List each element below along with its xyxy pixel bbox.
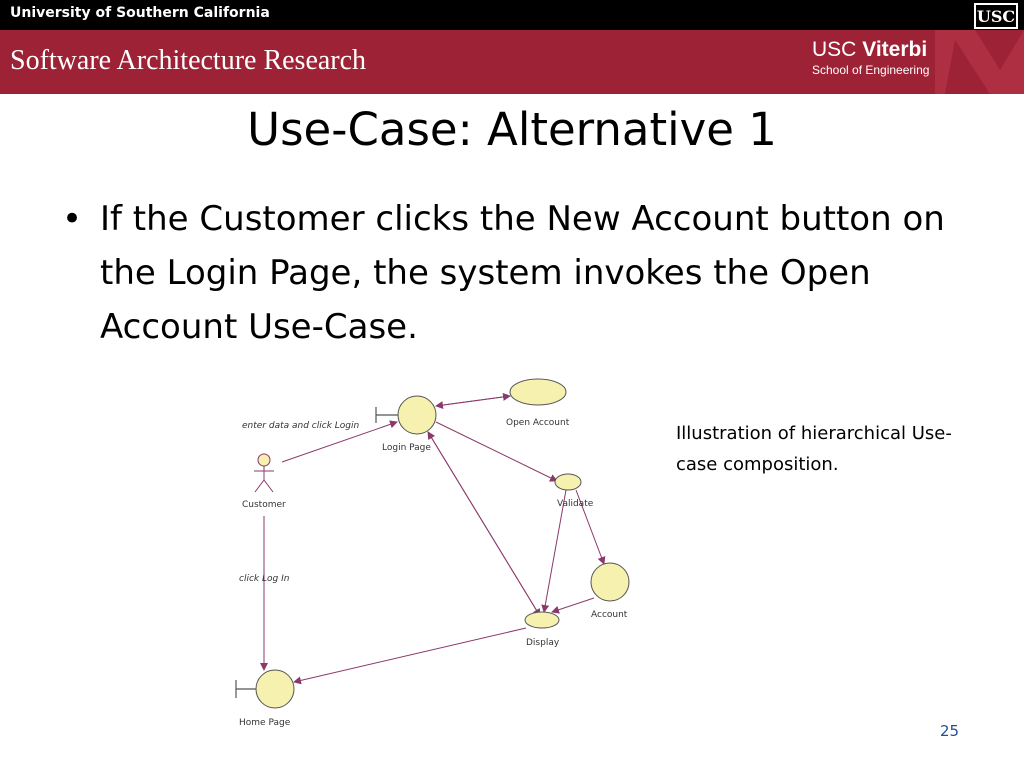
bullet-dot: •	[62, 199, 83, 239]
label-customer: Customer	[242, 500, 286, 510]
validate-node	[555, 474, 581, 490]
label-login-page: Login Page	[382, 443, 431, 453]
arrow-openaccount-login	[436, 396, 510, 406]
usc-logo: USC	[974, 3, 1018, 29]
banner-title: Software Architecture Research	[10, 45, 367, 76]
customer-actor-icon	[254, 454, 274, 492]
login-page-node	[376, 396, 436, 434]
arrow-display-login	[428, 432, 540, 616]
label-validate: Validate	[557, 499, 594, 509]
home-page-node	[236, 670, 294, 708]
arrow-account-display	[552, 598, 594, 612]
label-home-page: Home Page	[239, 718, 291, 728]
bullet-text: If the Customer clicks the New Account button on the Login Page, the system invokes the Open Account Use-Case.	[100, 199, 945, 347]
open-account-node	[510, 379, 566, 405]
label-display: Display	[526, 638, 560, 648]
viterbi-school: School of Engineering	[812, 63, 930, 77]
display-node	[525, 612, 559, 628]
arrow-display-home	[294, 628, 526, 682]
viterbi-name: Viterbi	[862, 38, 928, 61]
label-open-account: Open Account	[506, 418, 570, 428]
viterbi-usc: USC	[812, 38, 857, 61]
diagram-caption: Illustration of hierarchical Use-case composition.	[676, 423, 952, 475]
label-click-log-in: click Log In	[239, 574, 290, 584]
page-number: 25	[940, 722, 960, 740]
label-enter-login: enter data and click Login	[242, 421, 360, 431]
slide-title: Use-Case: Alternative 1	[247, 103, 777, 156]
account-node	[591, 563, 629, 601]
label-account: Account	[591, 610, 628, 620]
arrow-login-validate	[436, 422, 557, 481]
university-name: University of Southern California	[10, 5, 270, 21]
